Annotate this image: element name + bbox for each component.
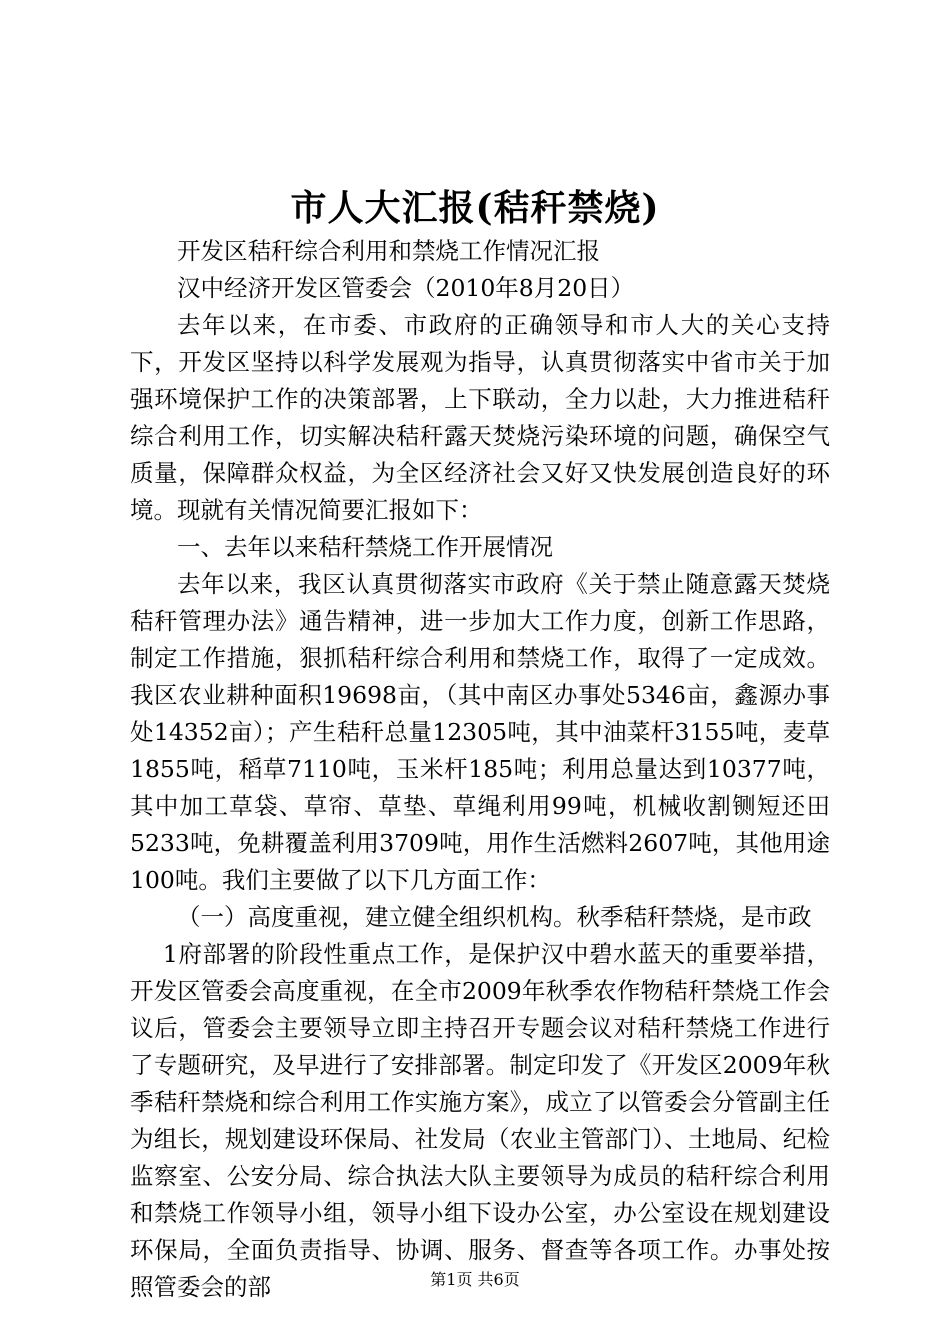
paragraph-organization: 1府部署的阶段性重点工作，是保护汉中碧水蓝天的重要举措，开发区管委会高度重视，在全市2009年秋季农作物秸秆禁烧工作会议后，管委会主要领导立即主持召开专题会议对秸秆禁烧工作进行了专题研究，及早进行了安排部署。制定印发了《开发区2009年秋季秸秆禁烧和综合利用工作实施方案》，成立了以管委会分管副主任为组长，规划建设环保局、社发局（农业主管部门）、土地局、纪检监察室、公安分局、综合执法大队主要领导为成员的秸秆综合利用和禁烧工作领导小组，领导小组下设办公室，办公室设在规划建设环保局，全面负责指导、协调、服务、督查等各项工作。办事处按照管委会的部: [130, 940, 830, 1301]
subsection-heading-1: （一）高度重视，建立健全组织机构。秋季秸秆禁烧，是市政: [177, 903, 812, 931]
document-body: [130, 233, 830, 1306]
document-title: 市人大汇报(秸秆禁烧): [290, 187, 660, 229]
author-line: 汉中经济开发区管委会（2010年8月20日）: [177, 274, 635, 302]
document-subtitle: 开发区秸秆综合利用和禁烧工作情况汇报: [177, 237, 600, 265]
page-number-footer: 第1页 共6页: [430, 1270, 520, 1289]
section-heading-1: 一、去年以来秸秆禁烧工作开展情况: [177, 533, 553, 561]
paragraph-intro: 去年以来，在市委、市政府的正确领导和市人大的关心支持下，开发区坚持以科学发展观为指导，认真贯彻落实中省市关于加强环境保护工作的决策部署，上下联动，全力以赴，大力推进秸秆综合利用工作，切实解决秸秆露天焚烧污染环境的问题，确保空气质量，保障群众权益，为全区经济社会又好又快发展创造良好的环境。现就有关情况简要汇报如下：: [130, 311, 830, 524]
paragraph-overview: 去年以来，我区认真贯彻落实市政府《关于禁止随意露天焚烧秸秆管理办法》通告精神，进一步加大工作力度，创新工作思路，制定工作措施，狠抓秸秆综合利用和禁烧工作，取得了一定成效。我区农业耕种面积19698亩，（其中南区办事处5346亩，鑫源办事处14352亩）；产生秸秆总量12305吨，其中油菜杆3155吨，麦草1855吨，稻草7110吨，玉米杆185吨；利用总量达到10377吨，其中加工草袋、草帘、草垫、草绳利用99吨，机械收割铡短还田5233吨，免耕覆盖利用3709吨，用作生活燃料2607吨，其他用途100吨。我们主要做了以下几方面工作：: [130, 570, 830, 894]
